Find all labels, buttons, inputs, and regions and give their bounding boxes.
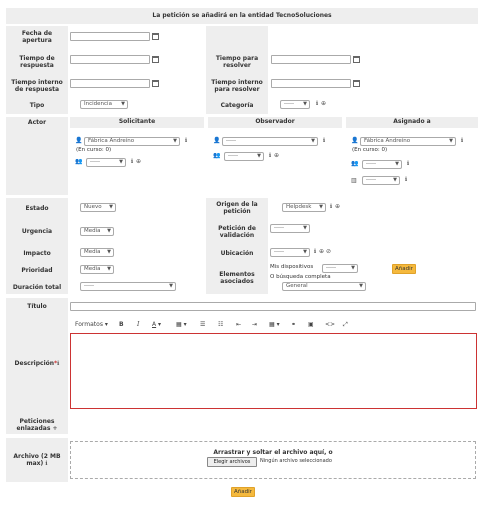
resp-time-label: Tiempo de respuesta bbox=[19, 55, 55, 69]
category-select[interactable] bbox=[280, 100, 310, 109]
plus-icon[interactable]: ⊕ bbox=[274, 152, 280, 159]
assigned-in-progress: (En curso: 0) bbox=[352, 147, 388, 153]
opening-date-input[interactable] bbox=[70, 32, 150, 41]
file-label bbox=[8, 453, 66, 467]
chevron-down-icon: ▼ bbox=[109, 204, 113, 210]
calendar-icon[interactable] bbox=[152, 33, 159, 40]
impact-value: Media bbox=[84, 249, 101, 255]
requester-in-progress: (En curso: 0) bbox=[76, 147, 112, 153]
bg-color-button[interactable]: ▦ ▾ bbox=[176, 321, 187, 328]
no-file-text: Ningún archivo seleccionado bbox=[260, 458, 332, 464]
table-icon: ▦ bbox=[269, 321, 275, 328]
int-resolve-time-input[interactable] bbox=[271, 79, 351, 88]
info-icon[interactable]: ℹ bbox=[461, 137, 464, 144]
observer-group-select[interactable] bbox=[224, 152, 264, 161]
label-col-3 bbox=[6, 198, 68, 294]
formats-dropdown[interactable]: Formatos ▾ bbox=[75, 321, 108, 328]
chevron-down-icon: ▼ bbox=[257, 153, 261, 159]
user-icon: 👤 bbox=[75, 137, 83, 144]
assigned-group-value: ----- bbox=[366, 161, 376, 167]
info-icon[interactable]: ℹ bbox=[269, 152, 272, 159]
info-icon[interactable]: ℹ bbox=[330, 203, 333, 210]
chevron-down-icon: ▼ bbox=[119, 159, 123, 165]
my-devices-select[interactable] bbox=[322, 264, 358, 273]
duration-value: ----- bbox=[84, 283, 94, 289]
priority-label: Prioridad bbox=[21, 267, 53, 274]
group-icon: 👥 bbox=[75, 158, 83, 165]
banner-text: La petición se añadirá en la entidad TecnoSoluciones bbox=[152, 12, 332, 19]
file-label-text: Archivo (2 MB max) bbox=[13, 453, 61, 467]
assigned-group-select[interactable] bbox=[362, 160, 402, 169]
origin-label: Origen de la petición bbox=[216, 201, 258, 215]
general-value: General bbox=[286, 283, 308, 289]
info-icon[interactable]: ℹ bbox=[407, 160, 410, 167]
calendar-icon[interactable] bbox=[353, 80, 360, 87]
bold-button[interactable]: B bbox=[119, 321, 124, 328]
info-icon[interactable]: ℹ bbox=[405, 176, 408, 183]
chevron-down-icon: ▼ bbox=[303, 101, 307, 107]
group-icon: 👥 bbox=[351, 160, 359, 167]
int-resp-time-label: Tiempo interno de respuesta bbox=[11, 79, 63, 93]
chevron-down-icon: ▼ bbox=[395, 161, 399, 167]
dropzone-text: Arrastrar y soltar el archivo aquí, o bbox=[213, 449, 333, 456]
location-value: ----- bbox=[274, 249, 284, 255]
link-icon: ⚭ bbox=[291, 321, 297, 328]
required-asterisk: * bbox=[54, 360, 58, 367]
info-icon[interactable]: ℹ bbox=[323, 137, 326, 144]
description-label bbox=[6, 360, 68, 367]
full-search-label: O búsqueda completa bbox=[270, 274, 331, 280]
general-select[interactable] bbox=[282, 282, 366, 291]
urgency-select[interactable] bbox=[80, 227, 114, 236]
info-icon[interactable]: ℹ bbox=[185, 137, 188, 144]
title-label-bg bbox=[6, 298, 68, 414]
chevron-down-icon: ▼ bbox=[311, 138, 315, 144]
validation-value: ----- bbox=[274, 225, 284, 231]
info-icon[interactable]: ℹ bbox=[316, 100, 319, 107]
chevron-down-icon: ▼ bbox=[107, 266, 111, 272]
title-label: Título bbox=[27, 303, 47, 310]
plus-icon[interactable]: ⊕ bbox=[319, 248, 325, 255]
add-button[interactable]: Añadir bbox=[231, 487, 255, 497]
status-select[interactable] bbox=[80, 203, 116, 212]
chevron-down-icon: ▼ bbox=[319, 204, 323, 210]
category-value: ----- bbox=[284, 101, 294, 107]
chevron-down-icon: ▼ bbox=[393, 177, 397, 183]
duration-label: Duración total bbox=[12, 284, 62, 291]
requester-header: Solicitante bbox=[118, 118, 156, 125]
calendar-icon[interactable] bbox=[353, 56, 360, 63]
outdent-button[interactable]: ⇤ bbox=[236, 321, 242, 328]
urgency-label: Urgencia bbox=[21, 228, 53, 235]
location-label: Ubicación bbox=[220, 250, 254, 257]
plus-icon[interactable]: ⊕ bbox=[321, 100, 327, 107]
calendar-icon[interactable] bbox=[152, 80, 159, 87]
int-resolve-time-label: Tiempo interno para resolver bbox=[211, 79, 263, 93]
validation-select[interactable] bbox=[270, 224, 310, 233]
type-select[interactable] bbox=[80, 100, 128, 109]
category-label: Categoría bbox=[220, 102, 254, 109]
opening-date-label: Fecha de apertura bbox=[21, 30, 53, 44]
image-button[interactable]: ▣ bbox=[308, 321, 314, 328]
formats-label: Formatos bbox=[75, 321, 103, 328]
code-button[interactable]: <> bbox=[325, 321, 336, 328]
user-icon: 👤 bbox=[213, 137, 221, 144]
group-icon: 👥 bbox=[213, 152, 221, 159]
status-value: Nuevo bbox=[84, 204, 102, 210]
requester-group-value: ----- bbox=[90, 159, 100, 165]
fullscreen-button[interactable] bbox=[343, 321, 348, 329]
assigned-user-select[interactable] bbox=[360, 137, 456, 146]
forbidden-icon[interactable]: ⊘ bbox=[326, 248, 332, 255]
chevron-down-icon: ▼ bbox=[107, 249, 111, 255]
resolve-time-input[interactable] bbox=[271, 55, 351, 64]
plus-icon[interactable]: ⊕ bbox=[136, 158, 142, 165]
requester-user-value: Fábrica Andreíno bbox=[88, 138, 135, 144]
status-label: Estado bbox=[25, 205, 49, 212]
requester-user-select[interactable] bbox=[84, 137, 180, 146]
info-icon[interactable]: ℹ bbox=[131, 158, 134, 165]
assigned-supplier-select[interactable] bbox=[362, 176, 400, 185]
linked-tickets-text: Peticiones enlazadas bbox=[16, 418, 55, 432]
chevron-down-icon: ▼ bbox=[351, 265, 355, 271]
label-col-2 bbox=[206, 26, 268, 114]
urgency-value: Media bbox=[84, 228, 101, 234]
observer-header: Observador bbox=[255, 118, 295, 125]
duration-select[interactable] bbox=[80, 282, 176, 291]
user-icon: 👤 bbox=[351, 137, 359, 144]
info-icon[interactable]: ℹ bbox=[45, 460, 48, 467]
text-color-button[interactable]: A ▾ bbox=[152, 321, 162, 328]
chevron-down-icon: ▼ bbox=[303, 249, 307, 255]
type-label: Tipo bbox=[29, 102, 45, 109]
type-value: Incidencia bbox=[84, 101, 112, 107]
link-button[interactable] bbox=[291, 321, 296, 329]
plus-icon[interactable]: + bbox=[52, 425, 58, 432]
int-resp-time-input[interactable] bbox=[70, 79, 150, 88]
validation-label: Petición de validación bbox=[218, 225, 256, 239]
priority-select[interactable] bbox=[80, 265, 114, 274]
assigned-header: Asignado a bbox=[393, 118, 431, 125]
actor-label: Actor bbox=[27, 119, 47, 126]
description-editor[interactable] bbox=[70, 333, 477, 409]
location-select[interactable] bbox=[270, 248, 310, 257]
choose-files-button[interactable]: Elegir archivos bbox=[207, 457, 257, 467]
chevron-down-icon: ▼ bbox=[121, 101, 125, 107]
actor-label-bg bbox=[6, 117, 68, 195]
bg-color-icon: ▦ bbox=[176, 321, 182, 328]
numbered-list-button[interactable]: ☷ bbox=[218, 321, 224, 328]
assigned-user-value: Fábrica Andreíno bbox=[364, 138, 411, 144]
indent-button[interactable]: ⇥ bbox=[252, 321, 258, 328]
observer-user-select[interactable] bbox=[222, 137, 318, 146]
resp-time-input[interactable] bbox=[70, 55, 150, 64]
linked-elements-label: Elementos asociados bbox=[219, 271, 255, 285]
chevron-down-icon: ▼ bbox=[359, 283, 363, 289]
info-icon[interactable]: ℹ bbox=[314, 248, 317, 255]
chevron-down-icon: ▼ bbox=[449, 138, 453, 144]
origin-select[interactable] bbox=[282, 203, 326, 212]
fullscreen-icon: ⤢ bbox=[343, 321, 348, 328]
my-devices-value: ----- bbox=[326, 265, 336, 271]
chevron-down-icon: ▼ bbox=[169, 283, 173, 289]
chevron-down-icon: ▼ bbox=[173, 138, 177, 144]
observer-group-value: ----- bbox=[228, 153, 238, 159]
info-icon[interactable]: ℹ bbox=[57, 360, 60, 367]
requester-group-select[interactable] bbox=[86, 158, 126, 167]
assigned-supplier-value: ----- bbox=[366, 177, 376, 183]
impact-select[interactable] bbox=[80, 248, 114, 257]
origin-value: Helpdesk bbox=[286, 204, 312, 210]
linked-tickets-label bbox=[8, 418, 66, 432]
observer-user-value: ----- bbox=[226, 138, 236, 144]
priority-value: Media bbox=[84, 266, 101, 272]
title-input[interactable] bbox=[70, 302, 476, 311]
add-item-button[interactable]: Añadir bbox=[392, 264, 416, 274]
text-color-icon: A bbox=[152, 321, 157, 328]
chevron-down-icon: ▼ bbox=[107, 228, 111, 234]
plus-icon[interactable]: ⊕ bbox=[335, 203, 341, 210]
supplier-icon: ▥ bbox=[351, 177, 357, 184]
impact-label: Impacto bbox=[23, 250, 51, 257]
table-button[interactable]: ▦ ▾ bbox=[269, 321, 280, 328]
my-devices-label: Mis dispositivos bbox=[270, 264, 314, 270]
italic-button[interactable]: I bbox=[137, 321, 140, 328]
description-label-text: Descripción bbox=[14, 360, 55, 367]
bullet-list-button[interactable]: ☰ bbox=[200, 321, 206, 328]
calendar-icon[interactable] bbox=[152, 56, 159, 63]
resolve-time-label: Tiempo para resolver bbox=[215, 55, 259, 69]
chevron-down-icon: ▼ bbox=[303, 225, 307, 231]
